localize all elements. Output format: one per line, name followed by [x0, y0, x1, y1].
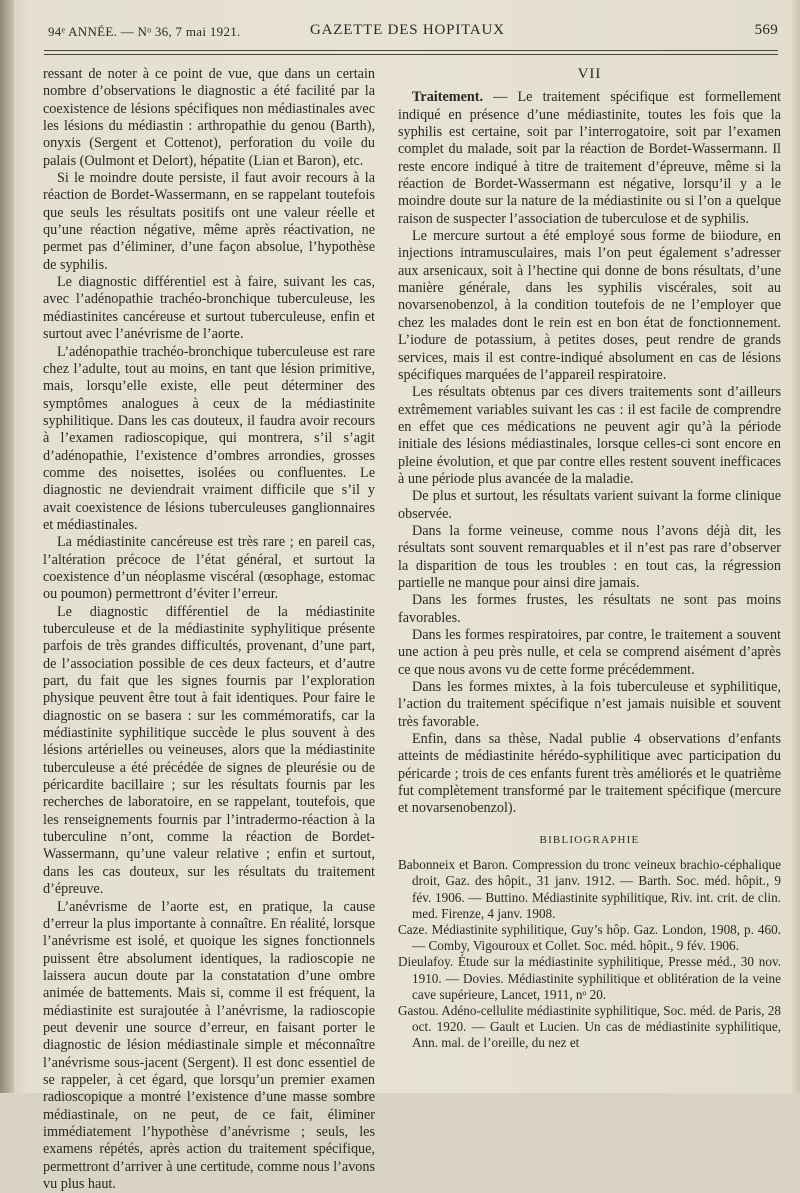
lead-paragraph	[398, 89, 781, 228]
lead-word: Traitement.	[412, 89, 483, 105]
paragraph: Dans les formes frustes, les résultats ne sont pas moins favorables.	[398, 592, 781, 627]
bibliography-entry: Caze. Médiastinite syphilitique, Guy’s hôp. Gaz. London, 1908, p. 460. — Comby, Vigouroux et Collet. Soc. méd. hôpit., 9 fév. 1906.	[398, 922, 781, 954]
page-spine-shadow	[0, 0, 14, 1093]
paragraph: Les résultats obtenus par ces divers traitements sont d’ailleurs extrêmement variables suivant les cas : il est facile de comprendre en effet que ces médications ne peuvent agir qu’à la période initiale des lésions médiastinales, lorsque celles-ci sont encore en pleine évolution, et que par contre elles restent souvent inefficaces à une période plus avancée de la maladie.	[398, 384, 781, 488]
bibliography-title: BIBLIOGRAPHIE	[398, 832, 781, 849]
paragraph: Dans la forme veineuse, comme nous l’avons déjà dit, les résultats sont souvent remarquables et il n’est pas rare d’observer la disparition de tous les troubles : en tout cas, la régression partielle ne manque pour ainsi dire jamais.	[398, 523, 781, 592]
paragraph: ressant de noter à ce point de vue, que dans un certain nombre d’observations le diagnostic a été facilité par la coexistence de lésions spécifiques non médiastinales avec les lésions du médiastin : arthropathie du genou (Barth), onyxis (Sergent et Cottenot), perforation du voile du palais (Oulmont et Delort), hépatite (Lian et Baron), etc.	[43, 66, 375, 170]
page-number: 569	[755, 22, 778, 39]
issue-line: 94ᵉ ANNÉE. — Nᵒ 36, 7 mai 1921.	[48, 24, 241, 40]
header-rule-bottom	[44, 54, 778, 55]
paragraph: L’anévrisme de l’aorte est, en pratique, la cause d’erreur la plus importante à connaître. En réalité, lorsque l’anévrisme est isolé, et quoique les signes fonctionnels puissent être absolument identiques, la radioscopie ne laissera aucun doute par la constatation d’une ombre animée de battements. Mais si, comme il est fréquent, la médiastinite est surajoutée à l’anévrisme, la radioscopie peut devenir une source d’erreur, en faisant porter le diagnostic de lésion médiastinale simple et méconnaître l’anévrisme sous-jacent (Sergent). Il est donc essentiel de se rappeler, à cet égard, que lorsqu’un premier examen radioscopique a montré l’existence d’une masse sombre médiastinale, on ne peut, de ce fait, éliminer immédiatement l’hypothèse d’anévrisme ; seuls, les examens répétés, après action du traitement spécifique, permettront d’arriver à une certitude, comme nous l’avons vu plus haut.	[43, 899, 375, 1193]
bibliography-entry: Gastou. Adéno-cellulite médiastinite syphilitique, Soc. méd. de Paris, 28 oct. 1920. — Gault et Lucien. Un cas de médiastinite syphilitique, Ann. mal. de l’oreille, du nez et	[398, 1003, 781, 1052]
paragraph: De plus et surtout, les résultats varient suivant la forme clinique observée.	[398, 488, 781, 523]
left-column	[43, 66, 375, 1193]
running-header	[48, 20, 778, 44]
paragraph: Le diagnostic différentiel de la médiastinite tuberculeuse et de la médiastinite syphylitique présente parfois de très grandes difficultés, provenant, d’une part, de l’association possible de ces deux facteurs, et d’autre part, du fait que les signes fournis par l’exploration physique peuvent être tout à fait identiques. Pour faire le diagnostic on se basera : sur les commémoratifs, car la médiastinite syphilitique succède le plus souvent à des lésions artérielles ou veineuses, alors que la médiastinite tuberculeuse a été précédée de signes de pleurésie ou de péricardite bacillaire ; sur les résultats fournis par les recherches de laboratoire, en se rappelant, toutefois, que les renseignements fournis par l’intradermo-réaction à la tuberculine n’ont, comme la réaction de Bordet-Wassermann, qu’une valeur relative ; enfin et surtout, dans les cas douteux, sur les résultats du traitement d’épreuve.	[43, 604, 375, 899]
paragraph: L’adénopathie trachéo-bronchique tuberculeuse est rare chez l’adulte, tout au moins, en tant que lésion primitive, mais, lorsqu’elle existe, elle peut déterminer des symptômes analogues à ceux de la médiastinite syphilitique. Dans les cas douteux, il faudra avoir recours à l’examen radioscopique, qui montrera, s’il s’agit d’adénopathie, l’existence d’ombres arrondies, grosses comme des noisettes, isolées ou confluentes. Le diagnostic ne deviendrait vraiment difficile que s’il y avait coexistence de lésions tuberculeuses ganglionnaires et médiastinales.	[43, 344, 375, 535]
paragraph: Enfin, dans sa thèse, Nadal publie 4 observations d’enfants atteints de médiastinite hérédo-syphilitique avec participation du péricarde ; trois de ces enfants furent très améliorés et le quatrième fut complètement transformé par le traitement spécifique (mercure et novarsenobenzol).	[398, 731, 781, 818]
bibliography-entry: Babonneix et Baron. Compression du tronc veineux brachio-céphalique droit, Gaz. des hôpit., 31 janv. 1912. — Barth. Soc. méd. hôpit., 9 fév. 1906. — Buttino. Médiastinite syphilitique, Riv. int. crit. de clin. med. Firenze, 4 janv. 1908.	[398, 857, 781, 922]
paragraph: Le mercure surtout a été employé sous forme de biiodure, en injections intramusculaires, mais l’on peut également s’adresser aux arsenicaux, soit à l’hectine qui donne de bons résultats, d’une manière générale, dans les syphilis viscérales, soit au novarsenobenzol, à la condition toutefois de ne l’employer que chez les malades dont le rein est en bon état de fonctionnement. L’iodure de potassium, à petites doses, peut rendre de grands services, mais il est contre-indiqué absolument en cas de lésions spécifiques marquées de l’appareil respiratoire.	[398, 228, 781, 384]
right-column	[398, 66, 781, 1052]
section-number: VII	[398, 66, 781, 83]
paragraph: Le diagnostic différentiel est à faire, suivant les cas, avec l’adénopathie trachéo-bronchique tuberculeuse, les médiastinites cancéreuse et surtout tuberculeuse, enfin et surtout avec l’anévrisme de l’aorte.	[43, 274, 375, 343]
bibliography	[398, 857, 781, 1051]
journal-title: GAZETTE DES HOPITAUX	[310, 22, 505, 39]
paragraph: La médiastinite cancéreuse est très rare ; en pareil cas, l’altération précoce de l’état général, et surtout la coexistence d’un néoplasme viscéral (œsophage, estomac ou poumon) permettront d’éviter l’erreur.	[43, 534, 375, 603]
paragraph: Si le moindre doute persiste, il faut avoir recours à la réaction de Bordet-Wassermann, en se rappelant toutefois que seuls les résultats positifs ont une valeur réelle et qu’une réaction négative, même après réactivation, ne permet pas d’éliminer, d’une façon absolue, l’hypothèse de syphilis.	[43, 170, 375, 274]
paragraph: Dans les formes respiratoires, par contre, le traitement a souvent une action à peu près nulle, et cela se comprend aisément d’après ce que nous avons vu de cette forme précédemment.	[398, 627, 781, 679]
header-rule-top	[44, 50, 778, 51]
paragraph: Dans les formes mixtes, à la fois tuberculeuse et syphilitique, l’action du traitement spécifique n’est jamais nuisible et souvent très favorable.	[398, 679, 781, 731]
lead-text: — Le traitement spécifique est formellement indiqué en présence d’une médiastinite, toutes les fois que la syphilis est certaine, soit par l’interrogatoire, soit par l’examen complet du malade, soit par la réaction de Bordet-Wassermann. Il reste encore indiqué à titre de traitement d’épreuve, même si la réaction de Bordet-Wassermann est négative, lorsqu’il y a le moindre doute sur la nature de la médiastinite ou si l’on a quelque raison de suspecter l’association de tuberculose et de syphilis.	[398, 89, 781, 226]
bibliography-entry: Dieulafoy. Étude sur la médiastinite syphilitique, Presse méd., 30 nov. 1910. — Dovies. Médiastinite syphilitique et oblitération de la veine cave supérieure, Lancet, 1911, nᵒ 20.	[398, 954, 781, 1003]
